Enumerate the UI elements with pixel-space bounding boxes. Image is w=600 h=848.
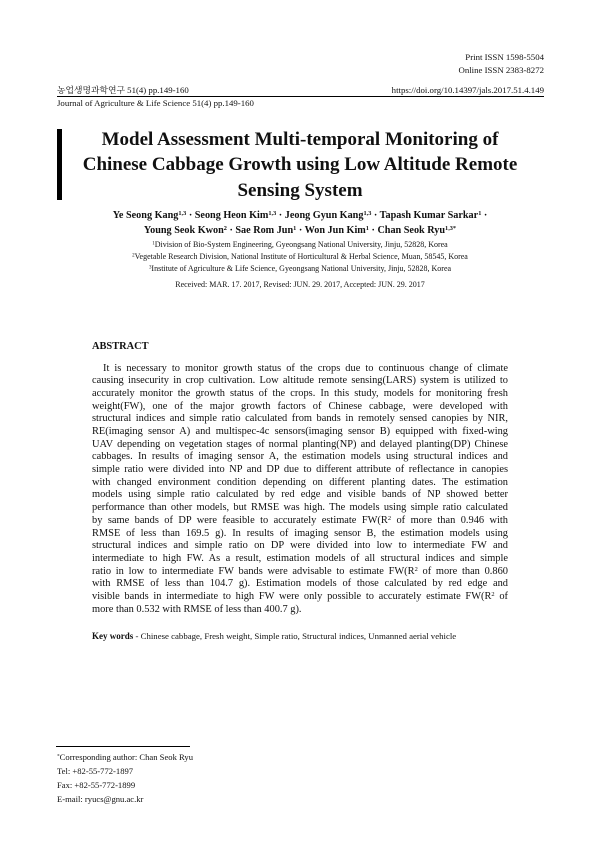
author-name: Sae Rom Jun bbox=[235, 224, 294, 236]
author-line bbox=[0, 208, 600, 223]
abstract-line: structural indices and simple ratio on DP were divided into low to intermediate FW and bbox=[92, 540, 508, 552]
journal-citation-english: Journal of Agriculture & Life Science 51(4) pp.149-160 bbox=[57, 97, 254, 108]
abstract-line bbox=[92, 515, 508, 528]
affiliation-text: Division of Bio-System Engineering, Gyeongsang National University, Jinju, 52828, Korea bbox=[154, 240, 448, 249]
abstract-body bbox=[92, 363, 508, 617]
superscript: 2 bbox=[387, 514, 392, 522]
abstract-text: of more than 0.860 bbox=[417, 565, 508, 577]
author-separator: · bbox=[483, 209, 488, 221]
author-affiliation-mark: 2 bbox=[223, 224, 227, 232]
superscript: 2 bbox=[491, 590, 495, 598]
abstract-line: cabbages. In results of imaging sensor A, the estimation models using structural indices and bbox=[92, 451, 508, 463]
author-name: Won Jun Kim bbox=[304, 224, 366, 236]
print-issn: Print ISSN 1598-5504 bbox=[465, 51, 544, 62]
abstract-line: weight(FW), one of the major growth factors of Chinese cabbage, were developed with bbox=[92, 400, 508, 412]
abstract-line: with RMSE of less than 104.7 g). Estimation models of those calculated by red edge and bbox=[92, 578, 508, 590]
abstract-text: ratio in low to intermediate FW bands were advisable to estimate FW(R bbox=[92, 565, 415, 577]
affiliation bbox=[0, 251, 600, 263]
abstract-text: of more than 0.946 with bbox=[391, 514, 509, 526]
affiliation-mark: 2 bbox=[132, 253, 135, 259]
abstract-line: RE(imaging sensor A) and multispec-4c sensors(imaging sensor B) equipped with fixed-wing bbox=[92, 426, 508, 438]
title-line: Model Assessment Multi-temporal Monitoring of bbox=[101, 128, 499, 150]
affiliation-mark: 1 bbox=[152, 241, 155, 247]
title-line: Sensing System bbox=[237, 179, 363, 201]
affiliation-mark: 3 bbox=[148, 265, 152, 271]
affiliation-text: Vegetable Research Division, National Institute of Horticultural & Herbal Science, Muan, 58545, Korea bbox=[134, 252, 468, 261]
footnote-divider bbox=[56, 746, 190, 747]
author-name: Seong Heon Kim bbox=[194, 209, 269, 221]
author-name: Ye Seong Kang bbox=[112, 209, 179, 221]
corresponding-author bbox=[57, 750, 193, 764]
abstract-text: by same bands of DP were feasible to accurately estimate FW(R bbox=[92, 514, 388, 526]
affiliation bbox=[0, 263, 600, 275]
author-name: Tapash Kumar Sarkar bbox=[379, 209, 479, 221]
abstract-line: UAV depending on vegetation stages of normal planting(NP) and delayed planting(DP) Chinese bbox=[92, 438, 508, 450]
paper-title bbox=[0, 127, 600, 204]
abstract-line bbox=[92, 591, 508, 604]
author-separator: · bbox=[278, 209, 283, 221]
telephone: Tel: +82-55-772-1897 bbox=[57, 766, 134, 776]
author-affiliation-mark: 1 bbox=[365, 224, 369, 232]
abstract-line: RMSE of less than 169.5 g). In results of imaging sensor B, the estimation models using bbox=[92, 527, 508, 539]
fax: Fax: +82-55-772-1899 bbox=[57, 780, 136, 790]
abstract-line: performance than other models, but RMSE was high. The models using simple ratio calculated bbox=[92, 502, 508, 514]
abstract-line: It is necessary to monitor growth status of the crops due to continuous change of climate bbox=[103, 362, 508, 374]
author-name: Jeong Gyun Kang bbox=[284, 209, 364, 221]
abstract-line: simple ratio were divided into NP and DP due to different attribute of reflectance in canopies bbox=[92, 464, 508, 476]
author-line bbox=[0, 223, 600, 238]
keywords-label: Key words bbox=[92, 631, 134, 641]
author-separator: · bbox=[188, 209, 193, 221]
doi-link[interactable]: https://doi.org/10.14397/jals.2017.51.4.149 bbox=[391, 84, 544, 95]
keywords bbox=[92, 630, 456, 642]
title-line: Chinese Cabbage Growth using Low Altitude Remote bbox=[82, 154, 518, 175]
superscript: 2 bbox=[414, 565, 418, 573]
author-affiliation-mark: 1,3 bbox=[268, 209, 277, 217]
keywords-text: - Chinese cabbage, Fresh weight, Simple ratio, Structural indices, Unmanned aerial vehicle bbox=[135, 631, 457, 641]
author-affiliation-mark: 1 bbox=[293, 224, 297, 232]
abstract-line: causing insecurity in crop cultivation. Low altitude remote sensing(LARS) system is utilized to bbox=[92, 375, 508, 387]
author-affiliation-mark: 1 bbox=[478, 209, 482, 217]
author-name: Chan Seok Ryu bbox=[377, 224, 446, 236]
abstract-text: visible bands in intermediate to high FW were only possible to accurately estimate FW(R bbox=[92, 590, 492, 602]
author-affiliation-mark: 1,3 bbox=[363, 209, 372, 217]
submission-dates: Received: MAR. 17. 2017, Revised: JUN. 29. 2017, Accepted: JUN. 29. 2017 bbox=[175, 280, 425, 289]
email: E-mail: ryucs@gnu.ac.kr bbox=[57, 794, 144, 804]
abstract-line: accurately monitor the growth status of the crops. In this study, models for monitoring fresh bbox=[92, 387, 508, 399]
abstract-heading: ABSTRACT bbox=[92, 341, 149, 352]
author-list bbox=[0, 208, 600, 238]
footnote bbox=[57, 750, 193, 806]
abstract-text: of bbox=[494, 590, 508, 602]
author-affiliation-mark: 1,3 bbox=[178, 209, 187, 217]
online-issn: Online ISSN 2383-8272 bbox=[458, 65, 544, 75]
affiliation-list bbox=[0, 239, 600, 275]
abstract-line: models using simple ratio calculated by red edge and visible bands of NP showed better bbox=[92, 489, 508, 501]
abstract-line: intermediate to high FW. As a result, estimation models of all structural indices and simple bbox=[92, 552, 508, 564]
author-separator: · bbox=[373, 209, 378, 221]
abstract-line: structural indices and simple ratio calculated from bands in remotely sensed canopies by NIR, bbox=[92, 413, 508, 425]
corresponding-author-text: Corresponding author: Chan Seok Ryu bbox=[59, 752, 193, 762]
abstract-line: more than 0.532 with RMSE of less than 400.7 g). bbox=[92, 603, 302, 615]
author-separator: · bbox=[229, 224, 233, 236]
author-name: Young Seok Kwon bbox=[143, 224, 224, 236]
affiliation bbox=[0, 239, 600, 251]
affiliation-text: Institute of Agriculture & Life Science, Gyeongsang National University, Jinju, 52828, Korea bbox=[151, 264, 452, 273]
footnote-mark: * bbox=[57, 753, 60, 760]
abstract-line bbox=[92, 566, 508, 579]
author-separator: · bbox=[298, 224, 303, 236]
journal-citation-korean: 농업생명과학연구 51(4) pp.149-160 bbox=[57, 84, 189, 95]
author-affiliation-mark: 1,3* bbox=[445, 224, 457, 232]
abstract-line: with changed environment condition depending on different planting dates. The estimation bbox=[92, 476, 508, 488]
author-separator: · bbox=[371, 224, 375, 236]
